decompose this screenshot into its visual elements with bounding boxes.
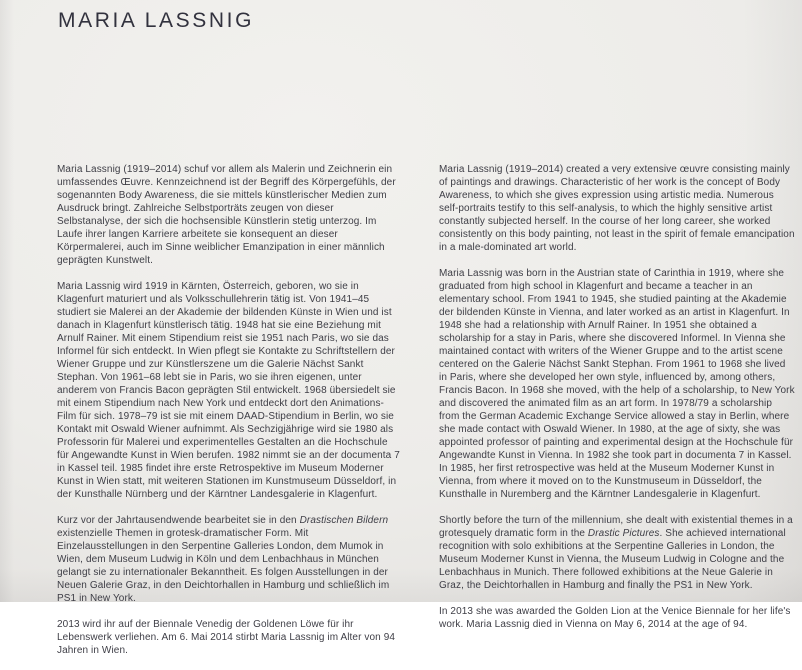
english-paragraph-1: Maria Lassnig (1919–2014) created a very extensive œuvre consisting mainly of paintings and drawings. Characteristic of her work is the concept of Body Awareness, to which she gives expression using artistic media. Numerous self-portraits testify to this self-analysis, to which the highly sensitive artist constantly subjected herself. In the course of her long career, she worked consistently on this body painting, not least in the spirit of female emancipation in a male-dominated art world. — [439, 164, 795, 253]
german-paragraph-3-text: Kurz vor der Jahrtausendwende bearbeitet sie in den — [57, 515, 300, 526]
page-title: MARIA LASSNIG — [58, 9, 255, 32]
english-text-column — [439, 163, 795, 670]
english-paragraph-3-text-continued: . She achieved international recognition with solo exhibitions at the Serpentine Galleries in London, the Museum Moderner Kunst in Vienna, the Museum Ludwig in Cologne and the Lenbachhaus in Munich. There followed exhibitions at the Neue Galerie in Graz, the Deichtorhallen in Hamburg and finally the PS1 in New York. — [439, 528, 786, 591]
german-paragraph-3 — [57, 514, 401, 605]
english-paragraph-2: Maria Lassnig was born in the Austrian state of Carinthia in 1919, where she graduated from high school in Klagenfurt and became a teacher in an elementary school. From 1941 to 1945, she studied painting at the Akademie der bildenden Künste in Vienna, and later worked as an artist in Klagenfurt. In 1948 she had a relationship with Arnulf Rainer. In 1951 she obtained a scholarship for a stay in Paris, where she discovered Informel. In Vienna she maintained contact with writers of the Wiener Gruppe and to the artist scene centered on the Galerie Nächst Sankt Stephan. From 1961 to 1968 she lived in Paris, where she developed her own style, influenced by, among others, Francis Bacon. In 1968 she moved, with the help of a scholarship, to New York and discovered the animated film as an art form. In 1978/79 a scholarship from the German Academic Exchange Service allowed a stay in Berlin, where she made contact with Oswald Wiener. In 1980, at the age of sixty, she was appointed professor of painting and experimental design at the Hochschule für Angewandte Kunst in Vienna. In 1982 she took part in documenta 7 in Kassel. In 1985, her first retrospective was held at the Museum Moderner Kunst in Vienna, from where it moved on to the Kunstmuseum in Düsseldorf, the Kunsthalle in Nuremberg and the Kärntner Landesgalerie in Klagenfurt. — [439, 268, 795, 500]
english-paragraph-3-italic-title: Drastic Pictures — [587, 528, 660, 539]
german-paragraph-2: Maria Lassnig wird 1919 in Kärnten, Österreich, geboren, wo sie in Klagenfurt maturiert und als Volksschullehrerin tätig ist. Von 1941–45 studiert sie Malerei an der Akademie der bildenden Künste in Wien und ist danach in Klagenfurt künstlerisch tätig. 1948 hat sie eine Beziehung mit Arnulf Rainer. Mit einem Stipendium reist sie 1951 nach Paris, wo sie das Informel für sich entdeckt. In Wien pflegt sie Kontakte zu Schriftstellern der Wiener Gruppe und zur Künstlerszene um die Galerie Nächst Sankt Stephan. Von 1961–68 lebt sie in Paris, wo sie ihren eigenen, unter anderem von Francis Bacon geprägten Stil entwickelt. 1968 übersiedelt sie mit einem Stipendium nach New York und entdeckt dort den Animations-Film für sich. 1978–79 ist sie mit einem DAAD-Stipendium in Berlin, wo sie Kontakt mit Oswald Wiener aufnimmt. Als Sechzigjährige wird sie 1980 als Professorin für Malerei und experimentelles Gestalten an die Hochschule für Angewandte Kunst in Wien berufen. 1982 nimmt sie an der documenta 7 in Kassel teil. 1985 findet ihre erste Retrospektive im Museum Moderner Kunst in Wien statt, mit weiteren Stationen im Kunstmuseum Düsseldorf, in der Kunsthalle Nürnberg und der Kärntner Landesgalerie in Klagenfurt. — [57, 281, 400, 500]
english-paragraph-4: In 2013 she was awarded the Golden Lion at the Venice Biennale for her life's work. Maria Lassnig died in Vienna on May 6, 2014 at the age of 94. — [439, 606, 791, 630]
german-text-column — [57, 163, 401, 670]
german-paragraph-4: 2013 wird ihr auf der Biennale Venedig der Goldenen Löwe für ihr Lebenswerk verliehen. Am 6. Mai 2014 stirbt Maria Lassnig im Alter von 94 Jahren in Wien. — [57, 619, 396, 656]
german-paragraph-3-text-continued: existenzielle Themen in grotesk-dramatischer Form. Mit Einzelausstellungen in den Serpentine Galleries London, dem Mumok in Wien, dem Museum Ludwig in Köln und dem Lenbachhaus in München gelangt sie zu internationaler Bekanntheit. Es folgen Ausstellungen in der Neuen Galerie Graz, in den Deichtorhallen in Hamburg und schließlich im PS1 in New York. — [57, 528, 390, 604]
german-paragraph-3-italic-title: Drastischen Bildern — [299, 515, 389, 526]
text-columns — [57, 163, 795, 670]
german-paragraph-1: Maria Lassnig (1919–2014) schuf vor allem als Malerin und Zeichnerin ein umfassendes Œuvre. Kennzeichnend ist der Begriff des Körpergefühls, der sogenannten Body Awareness, die sie mittels künstlerischer Medien zum Ausdruck bringt. Zahlreiche Selbstporträts zeugen von dieser Selbstanalyse, der sich die hochsensible Künstlerin stetig unterzog. Im Laufe ihrer langen Karriere arbeitete sie konsequent an dieser Körpermalerei, auch im Sinne weiblicher Emanzipation in einer männlich geprägten Kunstwelt. — [57, 164, 396, 266]
english-paragraph-3-text: Shortly before the turn of the millennium, she dealt with existential themes in a grotesquely dramatic form in the — [439, 515, 793, 539]
english-paragraph-3 — [439, 514, 795, 592]
